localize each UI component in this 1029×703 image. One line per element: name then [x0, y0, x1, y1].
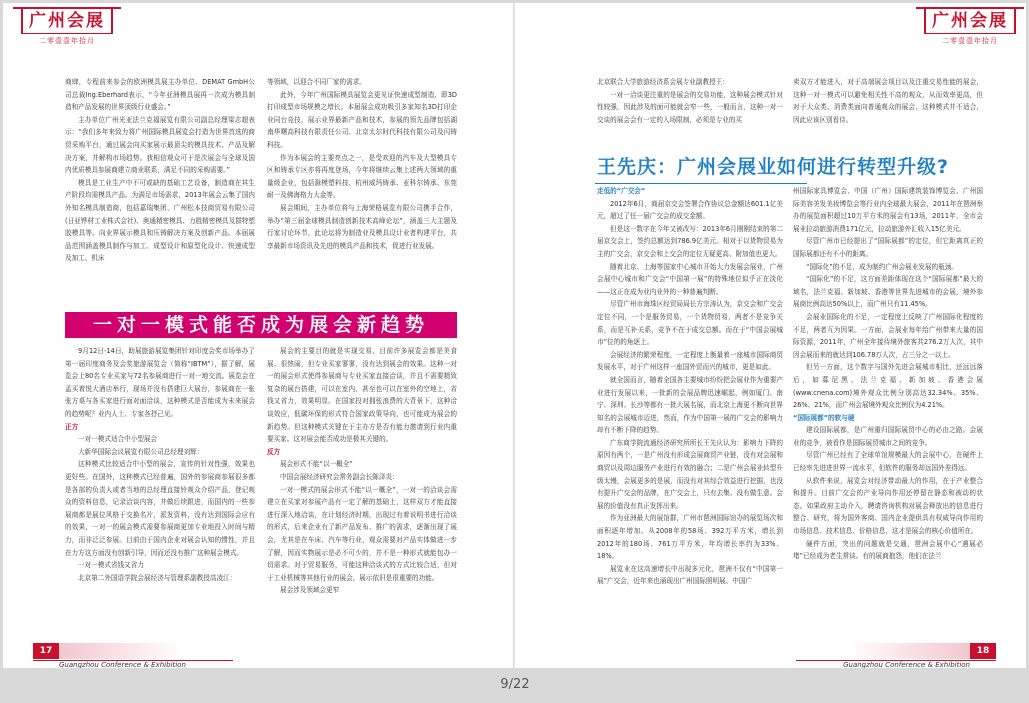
paragraph: 卖双方才能进入，对于高端展会项目以及注重交易性能的展会，这种一对一模式可以避免相关性不高的观众，从而效率更高，但对于大众类、消费类面向普通观众的展会，这种模式并不适合，因此应该区别看待。: [793, 78, 983, 124]
paragraph: 展会期间，主办单位将与上海荣格展览有限公司携手合作，举办“第三届金球模具制造创新技术高峰论坛”，涵盖三大主题及行家讨论环节，此论坛将为制造业及模具设计业者构建平台，共享最新市场资讯及先进的模具产品和技术，促进行业发展。: [267, 203, 457, 250]
paragraph: 展会形式不能“以一概全”: [280, 460, 353, 469]
paragraph: 作为亚洲最大的展馆群，广州市琶洲国际馆办的展览场次和面积逐年增加。从2008年的58场、392万平方米，增长到2012年的180场、761万平方米，年均增长率约为33%、18%。: [597, 514, 783, 561]
left-col2-top: [267, 76, 457, 252]
left-page: [3, 3, 513, 668]
left-col1-bottom: [65, 345, 255, 584]
paragraph: 尽管广州市海珠区经贸局局长方宗涛认为，京交会和广交会定位不同，一个是服务贸易，一个货物贸易，两者不是竞争关系，而是互补关系，竞争不在于成交总额。而在于“中国会展城市”位的的角逐上。: [597, 300, 783, 347]
paragraph: 这种模式比较适合中小型的展会，宣传的针对性强，效果也更好些。在国外，这种模式已经普遍，国外的参展商参展很多都是各部的负责人或者当地的总经理直接铃观众介绍产品，登记观众的资料信息，记录洽谈内容，并做后续跟进，而国内的一些参展商都是展位风格于交换名片，派发资料，没有达到国际会应有的效果，一对一的展会模式需要参展商更加专业地投入时间与精力，而非泛泛参展。目前由于国内企业对展会认知的惯性，并且在力方这方面没有创新引导，因而还没有推广这种展会模式。: [65, 460, 255, 557]
paragraph: 尽管广州市已经提出了“国际展都”的定位，但它距离真正的国际展都还有不小的距离。: [793, 237, 983, 258]
section-heading: 走低的“广交会”: [597, 187, 646, 195]
paragraph: 就全国而言，随着全国各主要城市纷纷把会展业作为重要产业进行发展以来，一批新的会展品牌迅速崛起，例如厦门、南宁、深圳、长沙等都有一批大展名展，而北京上海更不断向世界知名的会展城市迈进，然而，作为中国第一展的广交会的影响力却有不断下降的趋势。: [597, 375, 783, 435]
paragraph: 展览业在这高速增长中出现多元化，琶洲不仅有“中国第一展”广交会，近年来也涌现出广州国际照明展、中国广: [597, 564, 783, 586]
magazine-logo: [924, 7, 1016, 47]
article-headline: 王先庆：广州会展业如何进行转型升级?: [597, 156, 950, 178]
paragraph: 但是这一数字在今年又被改写：2013年6月刚刚结束的第二届京交会上，签约总额达到786.9亿美元。相对于以货物贸易为主的广交会，京交会和上交会的定位无疑更高、附加值也更大。: [597, 224, 783, 258]
paragraph: 北京联合大学旅游经济系会展专业副教授王：: [597, 78, 729, 86]
paragraph: 等领域，以迎合不同厂家的需求。: [267, 78, 366, 86]
paragraph: 展会的主要目的就是实现交易，目前许多展览会都是美食展、很热闹，但专业买家寥寥，没有达到展会的效果。这种一对一的展会形式使得参展商与专业买家直接洽谈，并且不需要精致复杂的展台搭建，可以在室内，甚至也可以在室外的空地上，省钱又省力，效果明显。在国家投对拥张浪费的大背景下，这种洽谈效应，低碳环保的形式符合国家政策导向，也可能成为展会的新趋势。但这种模式关键在于主办方是否有能力邀请到行业内重要买家。这对展会能否成功是极其关键的。: [267, 347, 457, 444]
paragraph: “国际化”的不足，成为制约广州会展业发展的瓶颈。: [806, 262, 958, 271]
right-col1-bottom: [597, 185, 783, 588]
paragraph: 展会涉及领域会更窄: [280, 586, 340, 595]
paragraph: 广东商学院流通经济研究所所长王先庆认为：影响力下降的原因有两个，一是广州没有形成会展商贸产业链，没有对会展和商贸以及周边服务产业进行有效的融合；二是广州会展业转型升级太慢，会展更多的是展，而没有对其综合效益进行挖掘，也没有提升广交会的品牌，在广交会上，只有去集、没有做生意。会展的价值没有真正发挥出来。: [597, 438, 783, 510]
left-col2-bottom: [267, 345, 457, 597]
paragraph: 模具是工业生产中不可或缺的基础工艺设备，制造商在其生产阶段均需模具产品。为满足市场需求，2013年展会云集了国内外知名模具制造商，包括嘉瑞集团、广州松本技商贸易有限公司(日亚铧材工业株式会社)、奥通精密模具、力胜精密模具及群特塑胶模具等。向业界展示模具和压铸解决方案及创新产品。本届展品范围涵盖模具制作与加工、成型设计和原型化设计、快速成型及加工、机床: [65, 178, 255, 263]
paragraph: 大新华国际会议展览有限公司总经理刘辉：: [78, 447, 204, 456]
paragraph: 硬件方面，突出的问题就是交通，琶洲会展中心“遇展必堵”已经成为老生常谈。有的展商抱怨，他们在法兰: [793, 539, 983, 561]
paragraph: 但另一方面，这个数字与国外先进会展城市相比，还远远落后，如募尼黑、法兰克福、新加坡、香港会展(www.cnena.com)境外观众比例分别高达32.34%、35%、26%、21%，而广州会展境外观众比例仅为4.21%。: [793, 363, 983, 410]
paragraph: 一对一洽谈更注重的是展会的交易功能，这种展会模式针对性较强，因此涉及的面可能就会窄一些，一般而言，这种一对一交谈的展会会有一定的入场限制，必须是专业的买: [597, 90, 783, 124]
section-label-pro: 正方: [65, 422, 79, 431]
footer-text-left: Guangzhou Conference & Exhibition: [59, 661, 186, 668]
right-page: [515, 3, 1026, 668]
paragraph: 主办单位广州光亚法兰克福展览有限公司副总经理梁志超表示：“我们多年来致力将广州国际模具展览会打造为世界首选的商贸采购平台，通过展会向买家展示最顶尖的模具技术、产品及解决方案，并解构市场趋势。我相信观众可于是次展会与全球及国内优质模具参展商建立商业联系，满足不同的采购需要。”: [65, 115, 255, 175]
logo-text: 广州会展: [924, 7, 1016, 33]
right-col1-top: [597, 76, 783, 126]
right-col2-bottom: [793, 185, 983, 563]
magazine-spread: [3, 3, 1026, 668]
page-number-right: 18: [976, 646, 990, 656]
footer-band-right: [846, 643, 996, 659]
section-heading: “国际展都”的软与硬: [793, 413, 855, 422]
footer-band-left: [33, 643, 183, 659]
paragraph: 从软件来说，展览会对经济带动最大的作用，在于产业整合和提升。目前广交会的产业导向作用还停留在静态和被动的状态。如果政府主动介入，聘请咨询机构对展会释放出的信息进行整合、研究，将为国外客商、国内企业提供具有权威导向作用的市场信息、技术信息、价格信息，这才是展会的核心价值所在。: [793, 476, 983, 536]
right-col2-top: [793, 76, 983, 126]
paragraph: 会展业国际化的不足，一定程度上反映了广州国际化程度的不足，两者互为因果。一方面，会展业每年给广州带来大量的国际资源，2011年，广州全年接待境外旅客共276.2万人次，其中因会展而来的就达到106.78万人次，占三分之一以上。: [793, 312, 983, 359]
paragraph: 建设国际展都，是广州重归国际展贸中心的必由之路。会展业的竞争，被看作是国际展贸城市之间的竞争。: [793, 426, 983, 447]
article-banner-title: 一对一模式能否成为展会新趋势: [65, 312, 457, 338]
paragraph: 随着北京、上海等国家中心城市开始大力发展会展业，广州会展中心城市和广交会“中国第一展”的特殊地位似乎正在淡化——这正在成为业内业外的一种普遍判断。: [597, 262, 783, 296]
paragraph: 北京第二外国语学院会展经济与管理系副教授高凌江：: [78, 573, 237, 582]
logo-subtitle: 二零壹壹年拾月: [21, 33, 113, 46]
paragraph: 尽管广州已经有了全球单馆规模最大的会展中心，在硬件上已经率先进进世界一流水平，但软件的服务却远国外差得远。: [793, 451, 983, 473]
headline-rule: [595, 183, 807, 184]
page-indicator: 9/22: [500, 677, 530, 692]
logo-text: 广州会展: [21, 7, 113, 33]
paragraph: 中国会展经济研究会常务副会长陈泽炎：: [280, 472, 399, 481]
paragraph: 作为本展会的主要亮点之一，是受欢迎的汽车及大型模具专区和铸承专区亦将再度登场，今年将继续云集上述两大领域的重量级企业，包括滁模塑料技、杭州威玛铸承、亚科尔铸承、东莞耐一及佛海格力大金等。: [267, 153, 457, 200]
paragraph: 商肆，专程前来参会的欧洲模具展主办单位、DEMAT GmbH公司总裁Ing.Eberhard表示，“今年亚洲模具展再一次成为模具制造和产品发展的世界顶级行业盛会。”: [65, 78, 255, 112]
paragraph: 此外，今年广州国际模具展览会更见证快速成型制造、即3D打印成型市场规模之增长。本届展会成功吸引多家知名3D打印企业同台竞技，展示业界最新产品和技术，参展的领先品牌包括湖南华曙高科技有限责任公司、北京太尔时代科技有限公司及闪铸科技。: [267, 90, 457, 149]
paragraph: 一对一模式适合中小型展会: [78, 435, 158, 444]
paragraph: 州国际家具博览会、中国（广州）国际建筑装饰博览会、广州国际美容美发美妆博览会等行业内全球最大展会，2011年在琶洲举办的展览面积超过10万平方米的展会有13场，2011年，全市会展业拉动旅游消费171亿元，拉动旅游外汇收入15亿美元。: [793, 187, 983, 233]
footer-text-right: Guangzhou Conference & Exhibition: [843, 661, 970, 668]
paragraph: 一对一模式省钱又省力: [78, 561, 144, 570]
left-col1-top: [65, 76, 255, 265]
paragraph: “国际化”的不足，这方面差距体现在这个“国际展都”最大的域名，法兰克福、新加坡、香港等世界先进城市的会展，境外参展商比例高达50%以上，而广州只有11.45%。: [793, 275, 983, 309]
paragraph: 2012年6月，商届京交会签署合作协议总金额达601.1亿美元，超过了任一届广交会的成交金额。: [597, 199, 783, 221]
paragraph: 一对一模式的展会形式不能“以一概全”，一对一的洽谈会需建立在买家对参展产品有一定了解的基础上，这样双方才能直接进行深入地洽谈，在计划经济时期，出现过有着说明书进行洽谈的形式，后来企业有了新产品发布、推广的需求，逐渐出现了展会，尤其是在车床、汽车等行业，观众需要对产品实体做进一步了解，因而实物展示是必不可少的，并不是一种形式就能包办一切需求。对于贸易服务，可能这种洽谈式的方式比较合适，但对于工业机械等其他行业的展会，展示依旧是很重要的功能。: [267, 485, 457, 582]
page-number-left: 17: [39, 646, 53, 656]
logo-subtitle: 二零壹壹年拾月: [924, 33, 1016, 46]
paragraph: 9月12日-14日，助展旅游展览集团针对印度会奖市场举办了第一届印度商务及会奖旅游展览会（简称“IBTM”），据了解，展览会上80名专业买家与72名参展商进行一对一地交流。展览会在孟买着悦大酒店举行，现场并没有搭建巨大展台，参展商在一张张方桌与各买家进行面对面洽谈，这种模式是否能成为未来展会的趋势呢？业内人士、专家各抒己见。: [65, 347, 255, 418]
magazine-logo: [21, 7, 113, 47]
section-label-con: 反方: [267, 447, 281, 456]
paragraph: 会展经济的繁荣程度，一定程度上衡量着一座城市国际商贸发展水平，对于广州这样一座国外贸而兴的城市，更是如此。: [597, 350, 783, 372]
